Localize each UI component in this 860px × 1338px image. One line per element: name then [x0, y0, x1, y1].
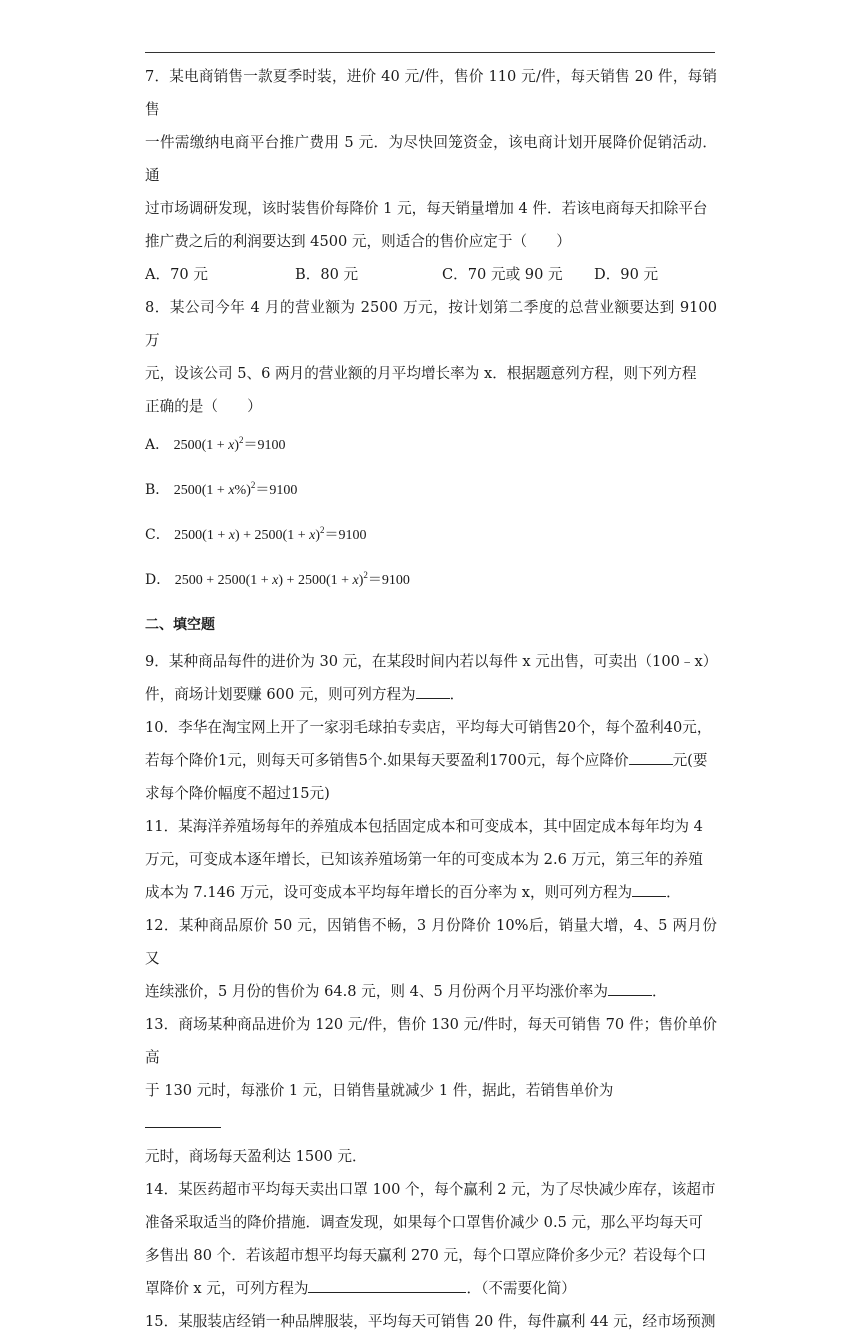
q9-line-2: 件，商场计划要赚 600 元，则可列方程为 ． [145, 678, 717, 711]
question-13 [145, 1008, 717, 1173]
q7-option-b: B．80 元 [295, 266, 359, 283]
q12-line-2: 连续涨价，5 月份的售价为 64.8 元，则 4、5 月份两个月平均涨价率为 ． [145, 975, 717, 1008]
q10-answer-blank[interactable] [629, 748, 673, 765]
q7-line-3: 过市场调研发现，该时装售价每降价 1 元，每天销量增加 4 件．若该电商每天扣除平台 [145, 200, 708, 217]
q7-line-2: 一件需缴纳电商平台推广费用 5 元．为尽快回笼资金，该电商计划开展降价促销活动．通 [145, 134, 717, 184]
question-12 [145, 909, 717, 1008]
q14-line-1: 14．某医药超市平均每天卖出口罩 100 个，每个赢利 2 元，为了尽快减少库存，该超市 [145, 1181, 716, 1198]
question-15 [145, 1305, 717, 1338]
question-7 [145, 60, 717, 291]
q7-line-1: 7．某电商销售一款夏季时装，进价 40 元/件，售价 110 元/件，每天销售 20 件，每销售 [145, 68, 717, 118]
q10-line-3: 求每个降价幅度不超过15元) [145, 785, 330, 802]
q8-option-a: A． $2500(1 + x)^2=9100$ [145, 435, 286, 453]
q8-equation-b: $2500(1 + x\%)^2=9100$ [173, 480, 298, 498]
section-title-fill-in: 二、填空题 [145, 617, 215, 633]
q11-line-2: 万元，可变成本逐年增长，已知该养殖场第一年的可变成本为 2.6 万元，第三年的养殖 [145, 851, 703, 868]
q8-line-1: 8．某公司今年 4 月的营业额为 2500 万元，按计划第二季度的总营业额要达到 9100 万 [145, 299, 717, 349]
q13-line-2: 于 130 元时，每涨价 1 元，日销售量就减少 1 件，据此，若销售单价为 [145, 1074, 717, 1140]
question-14 [145, 1173, 717, 1305]
q8-equation-a: $2500(1 + x)^2=9100$ [173, 435, 286, 453]
q10-line-2: 若每个降价1元，则每天可多销售5个.如果每天要盈利1700元，每个应降价 元(要 [145, 744, 717, 777]
q11-line-1: 11．某海洋养殖场每年的养殖成本包括固定成本和可变成本，其中固定成本每年均为 4 [145, 818, 703, 835]
q12-line-1: 12．某种商品原价 50 元，因销售不畅，3 月份降价 10%后，销量大增，4、5 两月份又 [145, 917, 717, 967]
q7-option-a: A．70 元 [145, 266, 208, 283]
q14-line-4: 罩降价 x 元，可列方程为 ．（不需要化简） [145, 1272, 717, 1305]
question-10 [145, 711, 717, 810]
question-11 [145, 810, 717, 909]
document-body [145, 60, 717, 1338]
q7-line-4: 推广费之后的利润要达到 4500 元，则适合的售价应定于（ ） [145, 233, 571, 250]
q13-line-3: 元时，商场每天盈利达 1500 元． [145, 1148, 367, 1165]
q7-options [145, 258, 717, 291]
q8-option-b: B． $2500(1 + x\%)^2=9100$ [145, 480, 298, 498]
question-8 [145, 291, 717, 603]
q9-answer-blank[interactable] [416, 682, 450, 699]
q11-line-3: 成本为 7.146 万元，设可变成本平均每年增长的百分率为 x，则可列方程为 ． [145, 876, 717, 909]
q8-equation-c: $2500(1 + x) + 2500(1 + x)^2=9100$ [174, 525, 367, 543]
q13-line-1: 13．商场某种商品进价为 120 元/件，售价 130 元/件时，每天可销售 70 件；售价单价高 [145, 1016, 717, 1066]
question-9 [145, 645, 717, 711]
q11-answer-blank[interactable] [632, 880, 666, 897]
q8-equation-d: $2500 + 2500(1 + x) + 2500(1 + x)^2=9100$ [174, 570, 410, 588]
q14-line-3: 多售出 80 个．若该超市想平均每天赢利 270 元，每个口罩应降价多少元？若设每个口 [145, 1247, 707, 1264]
q8-line-2: 元，设该公司 5、6 两月的营业额的月平均增长率为 x．根据题意列方程，则下列方程 [145, 365, 697, 382]
q8-option-d: D． $2500 + 2500(1 + x) + 2500(1 + x)^2=9100$ [145, 570, 410, 588]
q7-option-d: D．90 元 [594, 266, 659, 283]
q15-line-1: 15．某服装店经销一种品牌服装，平均每天可销售 20 件，每件赢利 44 元，经市场预测 [145, 1313, 716, 1330]
header-rule [145, 52, 715, 53]
q8-option-c: C． $2500(1 + x) + 2500(1 + x)^2=9100$ [145, 525, 367, 543]
q14-line-2: 准备采取适当的降价措施．调查发现，如果每个口罩售价减少 0.5 元，那么平均每天可 [145, 1214, 703, 1231]
q10-line-1: 10．李华在淘宝网上开了一家羽毛球拍专卖店，平均每大可销售20个，每个盈利40元， [145, 719, 712, 736]
q13-answer-blank[interactable] [145, 1111, 221, 1128]
q7-option-c: C．70 元或 90 元 [442, 266, 563, 283]
q12-answer-blank[interactable] [608, 979, 652, 996]
q14-answer-blank[interactable] [308, 1276, 466, 1293]
q9-line-1: 9．某种商品每件的进价为 30 元，在某段时间内若以每件 x 元出售，可卖出（100﹣x） [145, 653, 718, 670]
q8-line-3: 正确的是（ ） [145, 398, 262, 415]
